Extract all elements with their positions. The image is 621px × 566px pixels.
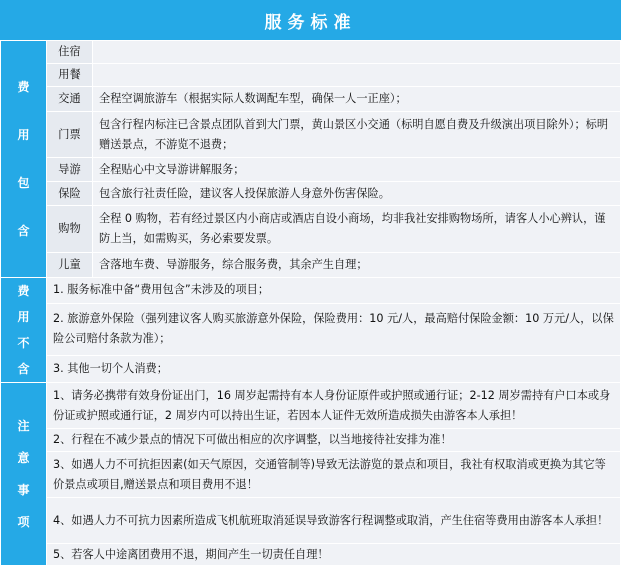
row-value: 包含旅行社责任险，建议客人投保旅游人身意外伤害保险。	[93, 182, 621, 206]
category-char: 含	[17, 224, 30, 238]
category-char: 注	[17, 419, 30, 433]
table-row	[1, 429, 621, 452]
excluded-item: 3. 其他一切个人消费；	[47, 355, 621, 382]
table-row	[1, 87, 621, 112]
row-label: 保险	[47, 182, 93, 206]
table-row	[1, 498, 621, 544]
table-row	[1, 182, 621, 206]
table-row	[1, 112, 621, 158]
row-label: 门票	[47, 112, 93, 158]
category-notes	[1, 383, 47, 566]
note-item: 4、如遇人力不可抗力因素所造成飞机航班取消延误导致游客行程调整或取消，产生住宿等费用由游客本人承担！	[47, 498, 621, 544]
row-value: 含落地车费、导游服务，综合服务费，其余产生自理；	[93, 253, 621, 278]
row-value	[93, 64, 621, 87]
table-row	[1, 544, 621, 566]
category-excluded	[1, 278, 47, 383]
excluded-item: 2. 旅游意外保险（强列建议客人购买旅游意外保险，保险费用：10 元/人，最高赔付保险金额：10 万元/人，以保险公司赔付条款为准）；	[47, 303, 621, 355]
row-value: 全程贴心中文导游讲解服务；	[93, 158, 621, 182]
row-label: 用餐	[47, 64, 93, 87]
row-label: 交通	[47, 87, 93, 112]
table-row	[1, 41, 621, 64]
table-row	[1, 278, 621, 304]
category-char: 用	[17, 128, 30, 142]
service-table	[0, 40, 621, 566]
row-value: 包含行程内标注已含景点团队首到大门票，黄山景区小交通（标明自愿自费及升级演出项目除外）；标明赠送景点，不游览不退费；	[93, 112, 621, 158]
note-item: 3、如遇人力不可抗拒因素(如天气原因，交通管制等)导致无法游览的景点和项目，我社有权取消或更换为其它等价景点或项目,赠送景点和项目费用不退！	[47, 452, 621, 498]
row-label: 购物	[47, 206, 93, 253]
table-row	[1, 64, 621, 87]
category-char: 费	[17, 284, 30, 298]
note-item: 2、行程在不减少景点的情况下可做出相应的次序调整，以当地接待社安排为准！	[47, 429, 621, 452]
page-title: 服务标准	[0, 0, 621, 40]
table-row	[1, 158, 621, 182]
table-row	[1, 206, 621, 253]
category-included	[1, 41, 47, 278]
table-row	[1, 303, 621, 355]
row-label: 导游	[47, 158, 93, 182]
table-row	[1, 452, 621, 498]
row-value: 全程空调旅游车（根据实际人数调配车型，确保一人一正座）；	[93, 87, 621, 112]
table-row	[1, 253, 621, 278]
row-value	[93, 41, 621, 64]
category-char: 用	[17, 310, 30, 324]
category-char: 意	[17, 451, 30, 465]
row-label: 儿童	[47, 253, 93, 278]
category-char: 费	[17, 80, 30, 94]
category-char: 事	[17, 483, 30, 497]
category-char: 项	[17, 515, 30, 529]
row-value: 全程 0 购物，若有经过景区内小商店或酒店自设小商场，均非我社安排购物场所，请客人小心辨认，谨防上当，如需购买，务必索要发票。	[93, 206, 621, 253]
category-char: 不	[17, 336, 30, 350]
table-row	[1, 355, 621, 382]
table-row	[1, 383, 621, 429]
note-item: 1、请务必携带有效身份证出门，16 周岁起需持有本人身份证原件或护照或通行证；2-12 周岁需持有户口本或身份证或护照或通行证，2 周岁内可以持出生证，若因本人证件无效所造成损失由游客本人承担！	[47, 383, 621, 429]
excluded-item: 1. 服务标准中备“费用包含”未涉及的项目；	[47, 278, 621, 304]
note-item: 5、若客人中途离团费用不退，期间产生一切责任自理！	[47, 544, 621, 566]
category-char: 含	[17, 362, 30, 376]
category-char: 包	[17, 176, 30, 190]
row-label: 住宿	[47, 41, 93, 64]
